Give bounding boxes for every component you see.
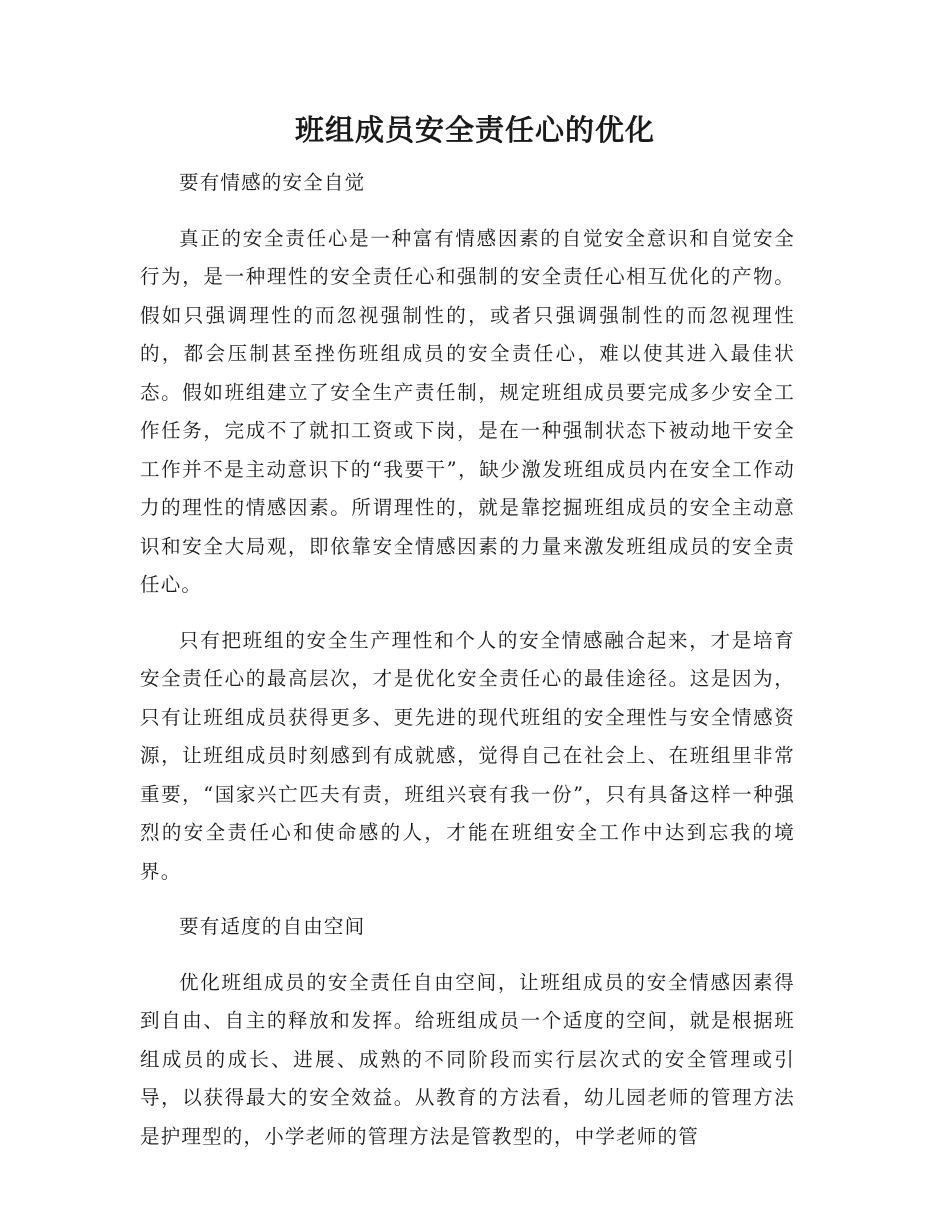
body-paragraph: 真正的安全责任心是一种富有情感因素的自觉安全意识和自觉安全行为，是一种理性的安全责任心和强制的安全责任心相互优化的产物。假如只强调理性的而忽视强制性的，或者只强调强制性的而忽视理性的，都会压制甚至挫伤班组成员的安全责任心，难以使其进入最佳状态。假如班组建立了安全生产责任制，规定班组成员要完成多少安全工作任务，完成不了就扣工资或下岗，是在一种强制状态下被动地干安全工作并不是主动意识下的“我要干”，缺少激发班组成员内在安全工作动力的理性的情感因素。所谓理性的，就是靠挖掘班组成员的安全主动意识和安全大局观，即依靠安全情感因素的力量来激发班组成员的安全责任心。 [140,226,795,596]
paragraph-spacer [140,891,795,908]
section-heading: 要有适度的自由空间 [179,915,366,938]
paragraph-spacer [140,947,795,964]
paragraph-spacer [140,605,795,622]
document-body [140,164,795,1156]
body-paragraph: 只有把班组的安全生产理性和个人的安全情感融合起来，才是培育安全责任心的最高层次，才是优化安全责任心的最佳途径。这是因为，只有让班组成员获得更多、更先进的现代班组的安全理性与安全情感资源，让班组成员时刻感到有成就感，觉得自己在社会上、在班组里非常重要，“国家兴亡匹夫有责，班组兴衰有我一份”，只有具备这样一种强烈的安全责任心和使命感的人，才能在班组安全工作中达到忘我的境界。 [140,628,795,883]
paragraph-spacer [140,203,795,220]
section-heading: 要有情感的安全自觉 [179,171,366,194]
document-title: 班组成员安全责任心的优化 [294,113,655,147]
body-paragraph: 优化班组成员的安全责任自由空间，让班组成员的安全情感因素得到自由、自主的释放和发挥。给班组成员一个适度的空间，就是根据班组成员的成长、进展、成熟的不同阶段而实行层次式的安全管理或引导，以获得最大的安全效益。从教育的方法看，幼儿园老师的管理方法是护理型的，小学老师的管理方法是管教型的，中学老师的管 [140,970,795,1148]
